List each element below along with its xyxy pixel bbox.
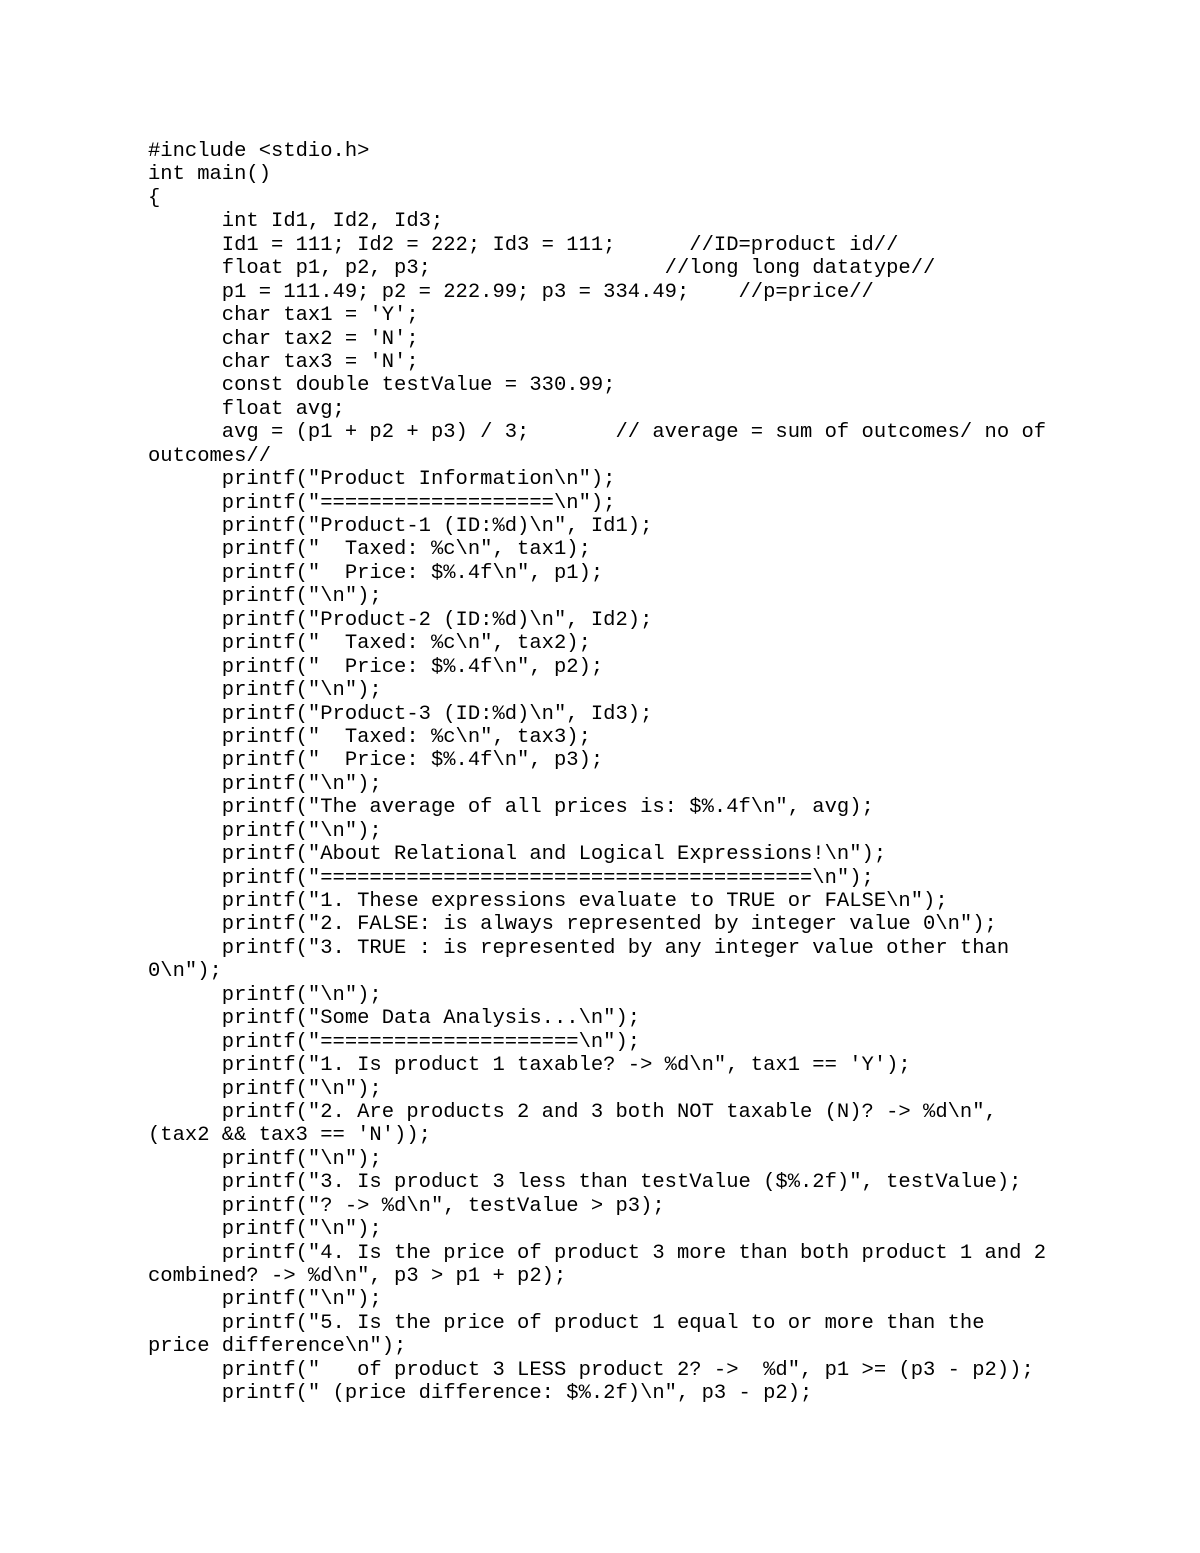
code-line: printf("1. These expressions evaluate to TRUE or FALSE\n"); — [148, 890, 948, 913]
code-line: printf("Product Information\n"); — [148, 468, 616, 492]
code-line: float p1, p2, p3; //long long datatype// — [148, 257, 936, 281]
code-line: char tax1 = 'Y'; — [148, 304, 419, 328]
code-line: printf("Product-2 (ID:%d)\n", Id2); — [148, 608, 653, 632]
code-line: printf("\n"); — [148, 1288, 382, 1312]
code-line: printf("2. Are products 2 and 3 both NOT taxable (N)? -> %d\n", — [148, 1100, 997, 1124]
code-line: printf(" (price difference: $%.2f)\n", p3 - p2); — [148, 1382, 813, 1406]
code-line: printf(" Taxed: %c\n", tax1); — [148, 538, 591, 562]
code-line: printf("\n"); — [148, 1218, 382, 1242]
code-line: price difference\n"); — [148, 1335, 407, 1359]
code-line: printf("3. Is product 3 less than testValue ($%.2f)", testValue); — [148, 1171, 1022, 1195]
code-listing — [148, 140, 1108, 1406]
code-line: printf("\n"); — [148, 983, 382, 1007]
code-line: printf(" of product 3 LESS product 2? -> %d", p1 >= (p3 - p2)); — [148, 1358, 1034, 1382]
code-line: printf("\n"); — [148, 1077, 382, 1101]
code-line: printf("1. Is product 1 taxable? -> %d\n", tax1 == 'Y'); — [148, 1054, 911, 1078]
code-line: float avg; — [148, 397, 345, 421]
code-line: printf("\n"); — [148, 772, 382, 796]
code-line: printf("The average of all prices is: $%.4f\n", avg); — [148, 796, 874, 820]
code-line: printf("? -> %d\n", testValue > p3); — [148, 1194, 665, 1218]
code-line: char tax3 = 'N'; — [148, 350, 419, 374]
code-line: printf("===================\n"); — [148, 491, 616, 515]
code-line: printf(" Taxed: %c\n", tax2); — [148, 632, 591, 656]
code-line: printf("Product-3 (ID:%d)\n", Id3); — [148, 702, 653, 726]
code-line: printf(" Price: $%.4f\n", p3); — [148, 749, 604, 773]
code-line: int Id1, Id2, Id3; — [148, 210, 444, 234]
code-line: outcomes// — [148, 444, 272, 468]
code-line: printf("\n"); — [148, 819, 382, 843]
code-line: p1 = 111.49; p2 = 222.99; p3 = 334.49; //p=price// — [148, 280, 874, 304]
code-line: printf("2. FALSE: is always represented by integer value 0\n"); — [148, 913, 997, 937]
code-line: printf("\n"); — [148, 1147, 382, 1171]
code-line: 0\n"); — [148, 960, 222, 984]
code-line: (tax2 && tax3 == 'N')); — [148, 1124, 431, 1148]
code-line: printf(" Price: $%.4f\n", p1); — [148, 561, 604, 585]
code-line: printf("=====================\n"); — [148, 1030, 641, 1054]
code-line: printf("\n"); — [148, 585, 382, 609]
code-line: printf("5. Is the price of product 1 equal to or more than the — [148, 1311, 985, 1335]
code-line: avg = (p1 + p2 + p3) / 3; // average = sum of outcomes/ no of — [148, 421, 1047, 445]
code-line: char tax2 = 'N'; — [148, 327, 419, 351]
code-line: printf("About Relational and Logical Expressions!\n"); — [148, 843, 887, 867]
code-line: int main() — [148, 163, 272, 187]
code-line: const double testValue = 330.99; — [148, 374, 616, 398]
code-line: printf("3. TRUE : is represented by any integer value other than — [148, 936, 1010, 960]
code-line: { — [148, 186, 161, 210]
code-line: printf("========================================\n"); — [148, 866, 874, 890]
code-line: #include <stdio.h> — [148, 140, 370, 163]
code-line: combined? -> %d\n", p3 > p1 + p2); — [148, 1265, 567, 1288]
code-line: printf("Product-1 (ID:%d)\n", Id1); — [148, 515, 653, 538]
code-line: Id1 = 111; Id2 = 222; Id3 = 111; //ID=product id// — [148, 233, 899, 257]
code-line: printf("4. Is the price of product 3 more than both product 1 and 2 — [148, 1241, 1047, 1265]
code-line: printf("\n"); — [148, 679, 382, 703]
code-line: printf(" Taxed: %c\n", tax3); — [148, 725, 591, 749]
code-line: printf("Some Data Analysis...\n"); — [148, 1007, 641, 1031]
code-line: printf(" Price: $%.4f\n", p2); — [148, 655, 604, 679]
